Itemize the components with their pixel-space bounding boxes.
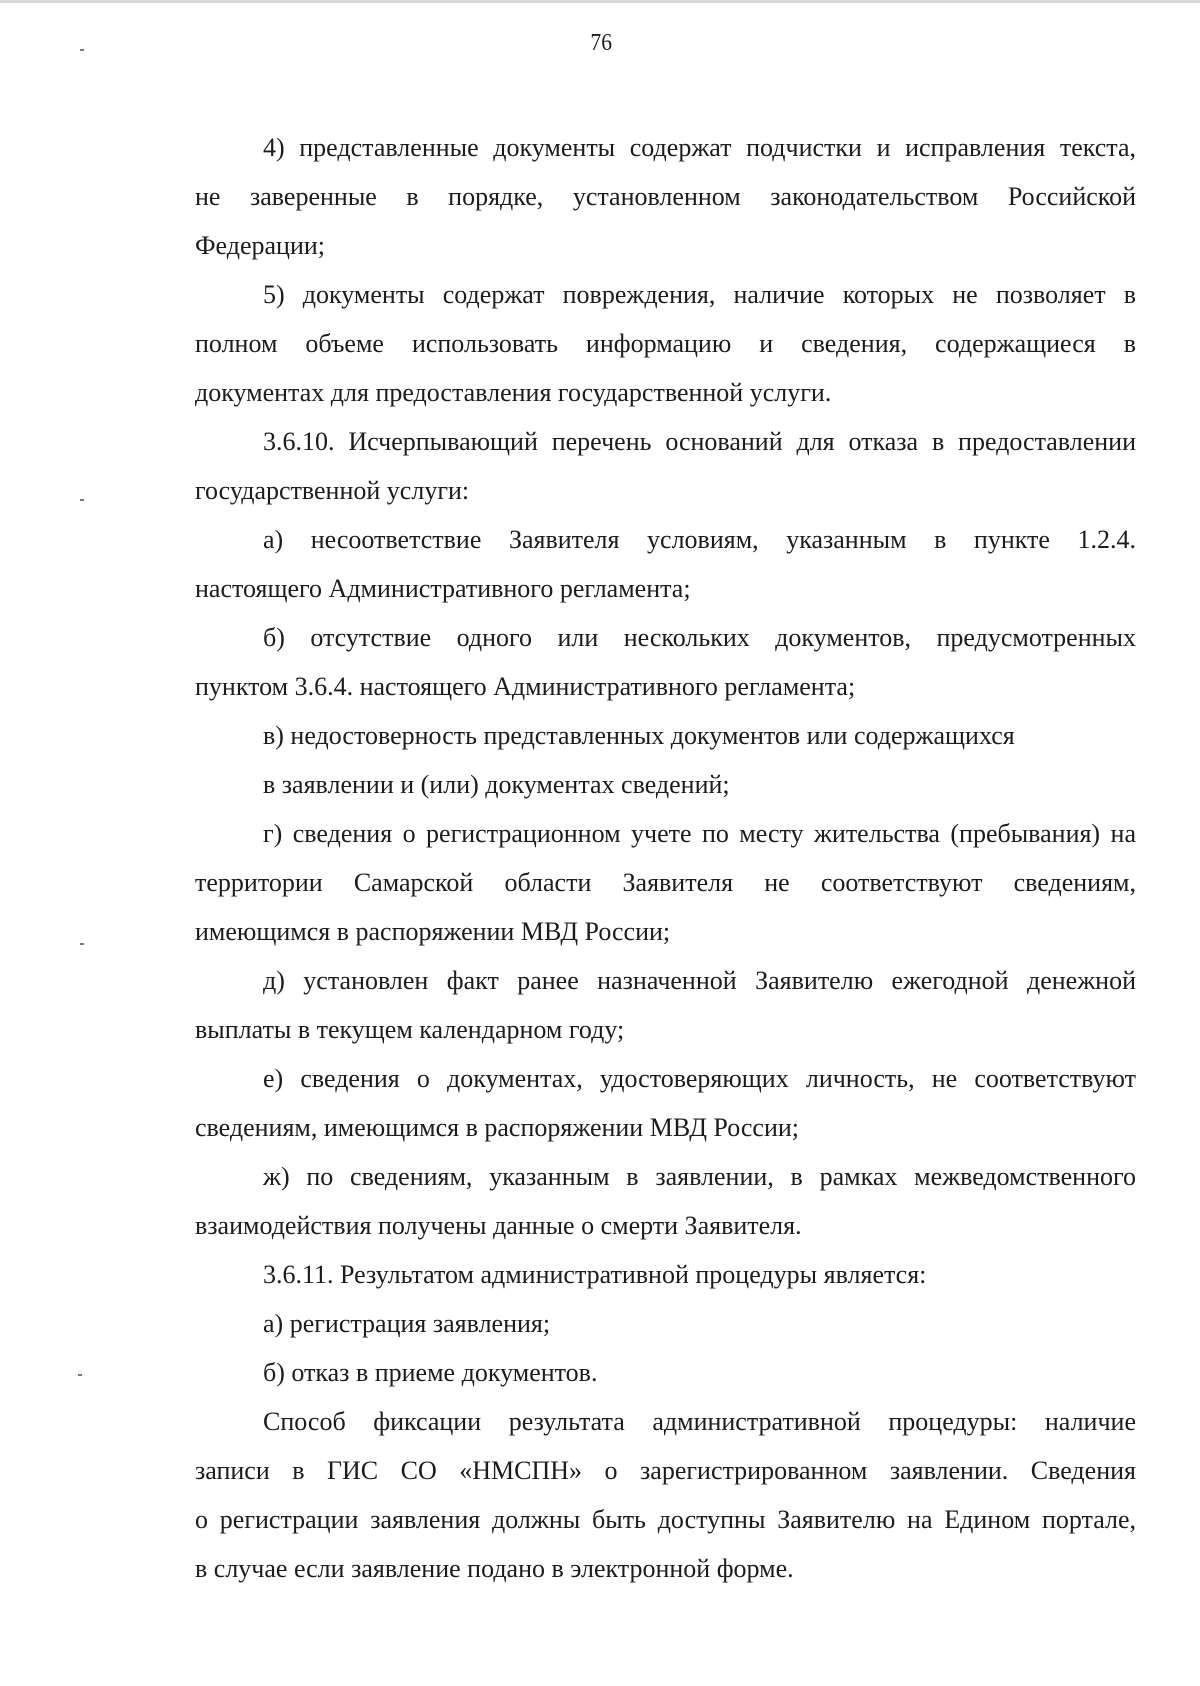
text-line: настоящего Административного регламента; [195, 574, 691, 603]
text-line: взаимодействия получены данные о смерти Заявителя. [195, 1211, 802, 1240]
text-line: территории Самарской области Заявителя не соответствуют сведениям, [195, 868, 1136, 897]
text-line: в случае если заявление подано в электронной форме. [195, 1554, 794, 1583]
text-line: пунктом 3.6.4. настоящего Административного регламента; [195, 672, 856, 701]
text-line: б) отсутствие одного или нескольких документов, предусмотренных [263, 623, 1136, 652]
text-line: не заверенные в порядке, установленном законодательством Российской [195, 182, 1136, 211]
text-line: записи в ГИС СО «НМСПН» о зарегистрированном заявлении. Сведения [195, 1456, 1136, 1485]
text-line: а) несоответствие Заявителя условиям, указанным в пункте 1.2.4. [263, 525, 1136, 554]
margin-mark [80, 499, 84, 501]
text-line: 4) представленные документы содержат подчистки и исправления текста, [263, 133, 1136, 162]
text-line: выплаты в текущем календарном году; [195, 1015, 625, 1044]
text-line: сведениям, имеющимся в распоряжении МВД России; [195, 1113, 800, 1142]
text-line: б) отказ в приеме документов. [263, 1358, 598, 1387]
text-line: 5) документы содержат повреждения, наличие которых не позволяет в [263, 280, 1136, 309]
text-line: 3.6.10. Исчерпывающий перечень оснований для отказа в предоставлении [263, 427, 1136, 456]
text-line: 3.6.11. Результатом административной процедуры является: [263, 1260, 927, 1289]
scan-edge [0, 0, 1200, 3]
text-line: а) регистрация заявления; [263, 1309, 551, 1338]
text-line: д) установлен факт ранее назначенной Заявителю ежегодной денежной [263, 966, 1136, 995]
text-line: г) сведения о регистрационном учете по месту жительства (пребывания) на [263, 819, 1136, 848]
text-line: полном объеме использовать информацию и сведения, содержащиеся в [195, 329, 1136, 358]
text-line: имеющимся в распоряжении МВД России; [195, 917, 671, 946]
text-line: ж) по сведениям, указанным в заявлении, в рамках межведомственного [263, 1162, 1136, 1191]
text-line: государственной услуги: [195, 476, 470, 505]
text-line: е) сведения о документах, удостоверяющих личность, не соответствуют [263, 1064, 1136, 1093]
text-line: о регистрации заявления должны быть доступны Заявителю на Едином портале, [195, 1505, 1136, 1534]
text-line: Федерации; [195, 231, 326, 260]
text-line: в) недостоверность представленных документов или содержащихся [263, 721, 1015, 750]
text-line: в заявлении и (или) документах сведений; [263, 770, 730, 799]
text-line: документах для предоставления государственной услуги. [195, 378, 832, 407]
margin-mark [78, 1374, 82, 1376]
margin-mark [80, 943, 84, 945]
page-number: 76 [590, 30, 612, 56]
text-line: Способ фиксации результата административной процедуры: наличие [263, 1407, 1136, 1436]
